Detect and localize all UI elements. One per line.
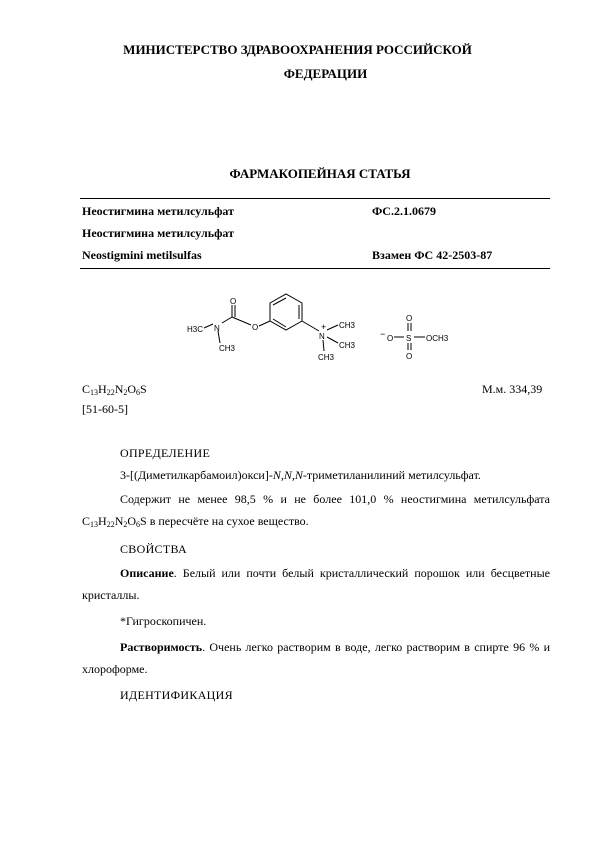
article-code: ФС.2.1.0679 [372, 204, 436, 218]
molecular-mass: М.м. 334,39 [482, 382, 543, 396]
solubility-paragraph: Растворимость. Очень легко растворим в воде, легко растворим в спирте 96 % и хлороформе. [82, 640, 550, 676]
charge-minus: − [380, 329, 386, 339]
structure-atom-labels [187, 297, 449, 362]
header-rule-bottom [80, 268, 550, 269]
replaces-text: Взамен ФС 42-2503-87 [372, 248, 493, 262]
description-paragraph: Описание. Белый или почти белый кристаллический порошок или бесцветные кристаллы. [82, 566, 550, 602]
atom-o-top: O [406, 314, 413, 323]
atom-ch3-n2: CH3 [339, 341, 356, 350]
atom-och3: OCH3 [426, 334, 449, 343]
atom-ch3-n1: CH3 [339, 321, 356, 330]
atom-n-amide: N [214, 324, 220, 333]
atom-o-bottom: O [406, 352, 413, 361]
ministry-line-2: ФЕДЕРАЦИИ [283, 66, 368, 81]
atom-o-minus: O [387, 334, 394, 343]
atom-h3c: H3C [187, 325, 204, 334]
name-ru-2: Неостигмина метилсульфат [82, 226, 234, 240]
atom-n-plus: N [319, 332, 325, 341]
atom-ch3-amide: CH3 [219, 344, 236, 353]
section-properties: СВОЙСТВА [120, 542, 187, 556]
name-latin: Neostigmini metilsulfas [82, 248, 202, 262]
atom-o-ether: O [252, 323, 259, 332]
content-paragraph: Содержит не менее 98,5 % и не более 101,0 % неостигмина метилсульфата $C_{13}H_{22}N_2O_6S$ в пересчёте на сухое вещество. [82, 492, 550, 529]
name-ru-1: Неостигмина метилсульфат [82, 204, 234, 218]
atom-ch3-n3: CH3 [318, 353, 335, 362]
ministry-line-1: МИНИСТЕРСТВО ЗДРАВООХРАНЕНИЯ РОССИЙСКОЙ [123, 42, 472, 57]
section-definition: ОПРЕДЕЛЕНИЕ [120, 446, 211, 460]
atom-o-carbonyl: O [230, 297, 237, 306]
header-rule-top [80, 198, 550, 199]
structural-formula [180, 285, 480, 370]
atom-s: S [406, 334, 412, 343]
section-identification: ИДЕНТИФИКАЦИЯ [120, 688, 233, 702]
molecular-formula: $C_{13}H_{22}N_2O_6S$ [82, 382, 147, 397]
article-title: ФАРМАКОПЕЙНАЯ СТАТЬЯ [229, 166, 411, 181]
charge-plus: + [321, 322, 327, 332]
cas-number: [51-60-5] [82, 402, 128, 416]
chemical-name: 3-[(Диметилкарбамоил)окси]-N,N,N-триметиланилиний метилсульфат. [120, 468, 481, 482]
hygroscopic-note: *Гигроскопичен. [120, 614, 207, 628]
